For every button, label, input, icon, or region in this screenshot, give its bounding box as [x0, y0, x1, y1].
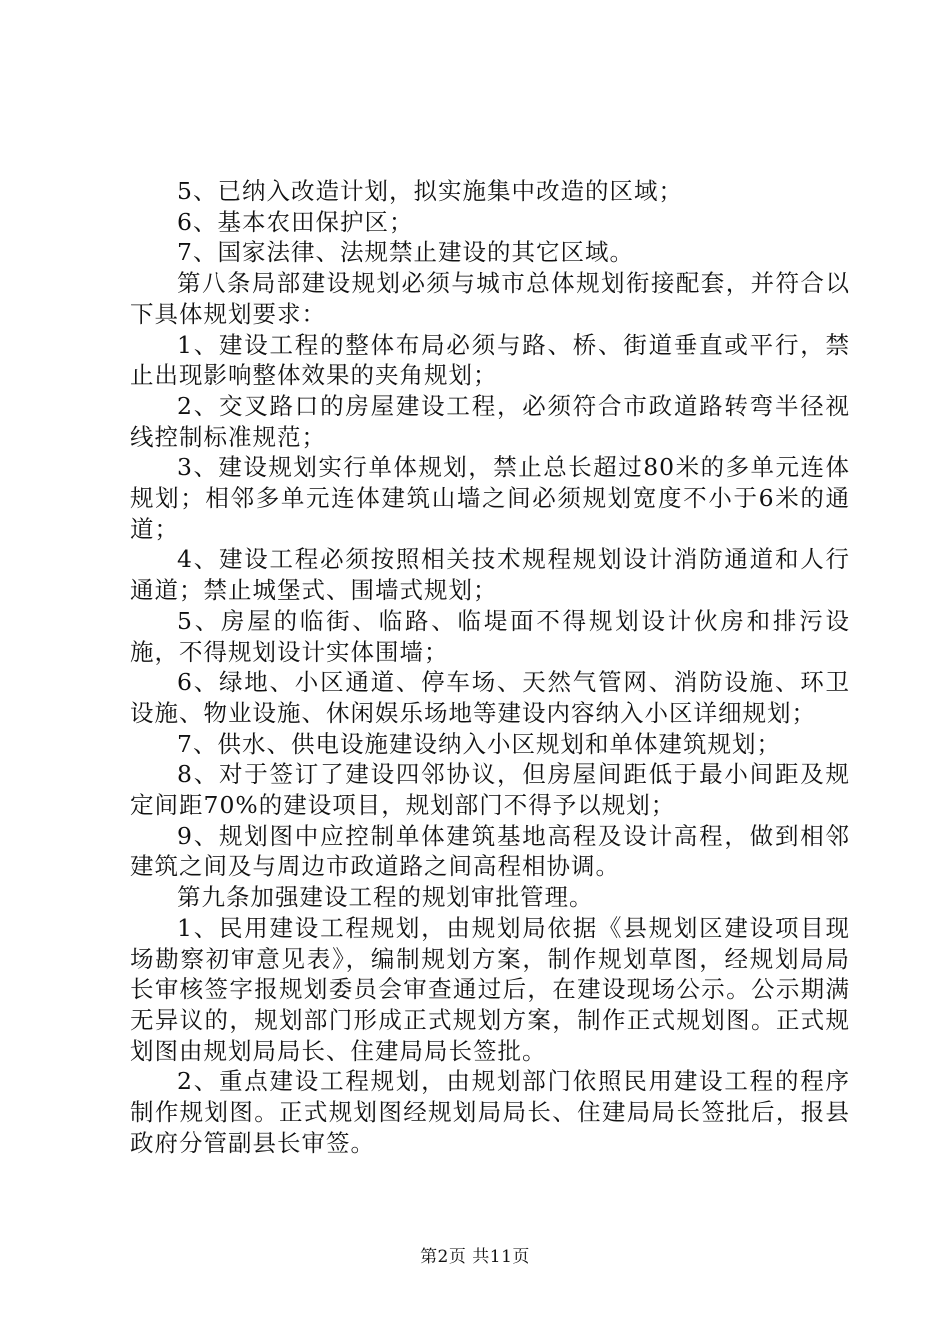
paragraph: 8、对于签订了建设四邻协议，但房屋间距低于最小间距及规定间距70%的建设项目，规划部门不得予以规划；: [130, 760, 850, 820]
paragraph: 6、绿地、小区通道、停车场、天然气管网、消防设施、环卫设施、物业设施、休闲娱乐场地等建设内容纳入小区详细规划；: [130, 668, 850, 727]
paragraph: 3、建设规划实行单体规划，禁止总长超过80米的多单元连体规划；相邻多单元连体建筑山墙之间必须规划宽度不小于6米的通道；: [130, 453, 850, 543]
article-heading: 第八条局部建设规划必须与城市总体规划衔接配套，并符合以下具体规划要求：: [130, 269, 850, 328]
page-footer: 第2页 共11页: [420, 1247, 530, 1267]
paragraph: 9、规划图中应控制单体建筑基地高程及设计高程，做到相邻建筑之间及与周边市政道路之间高程相协调。: [130, 821, 850, 881]
document-body: [130, 176, 850, 1159]
paragraph: 7、供水、供电设施建设纳入小区规划和单体建筑规划；: [177, 729, 781, 758]
paragraph: 4、建设工程必须按照相关技术规程规划设计消防通道和人行通道；禁止城堡式、围墙式规划；: [130, 545, 850, 605]
paragraph: 5、已纳入改造计划，拟实施集中改造的区域；: [177, 177, 683, 205]
paragraph: 7、国家法律、法规禁止建设的其它区域。: [177, 238, 634, 267]
article-heading: 第九条加强建设工程的规划审批管理。: [177, 883, 594, 912]
paragraph: 5、房屋的临街、临路、临堤面不得规划设计伙房和排污设施，不得规划设计实体围墙；: [130, 606, 850, 666]
paragraph: 2、交叉路口的房屋建设工程，必须符合市政道路转弯半径视线控制标准规范；: [130, 391, 850, 451]
paragraph: 1、民用建设工程规划，由规划局依据《县规划区建设项目现场勘察初审意见表》，编制规划方案，制作规划草图，经规划局局长审核签字报规划委员会审查通过后，在建设现场公示。公示期满无异议的，规划部门形成正式规划方案，制作正式规划图。正式规划图由规划局局长、住建局局长签批。: [130, 913, 850, 1065]
paragraph: 6、基本农田保护区；: [177, 207, 414, 236]
paragraph: 2、重点建设工程规划，由规划部门依照民用建设工程的程序制作规划图。正式规划图经规划局局长、住建局局长签批后，报县政府分管副县长审签。: [130, 1067, 850, 1157]
paragraph: 1、建设工程的整体布局必须与路、桥、街道垂直或平行，禁止出现影响整体效果的夹角规划；: [130, 330, 850, 390]
